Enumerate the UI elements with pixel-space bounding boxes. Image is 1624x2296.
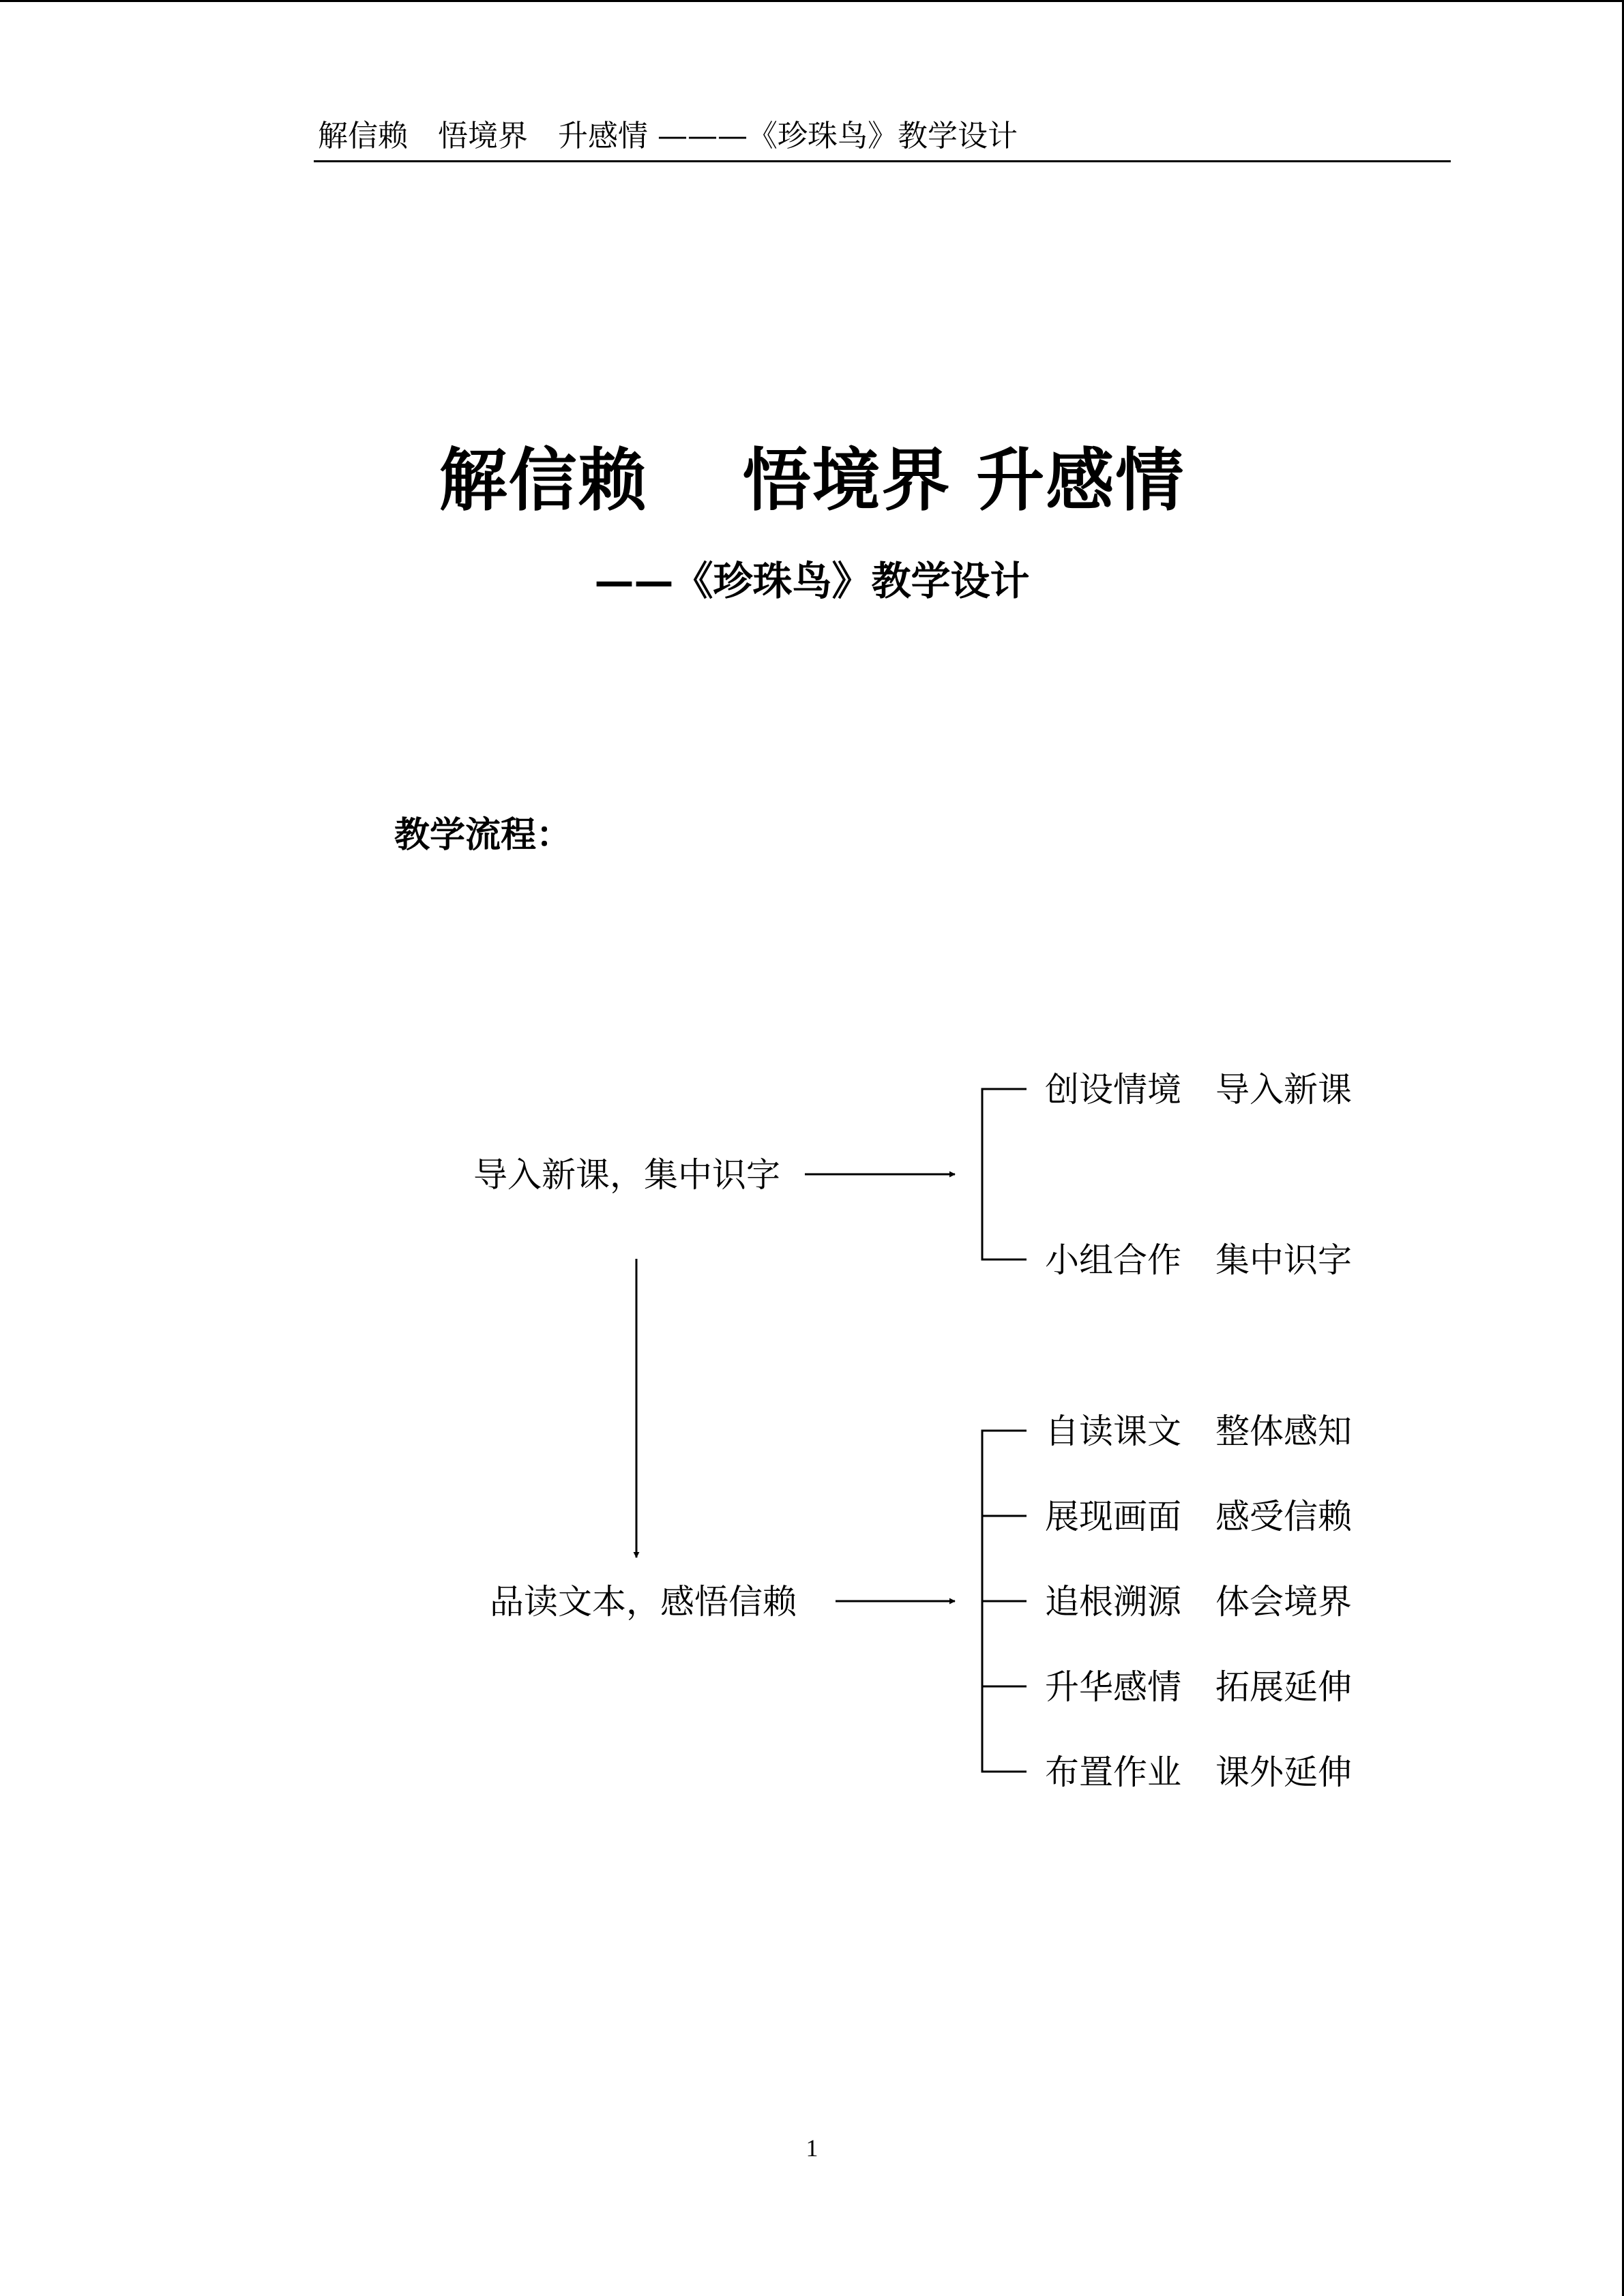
flow-bracket-step-1 <box>982 1089 1027 1259</box>
flow-step-1-label: 导入新课，集中识字 <box>473 1155 780 1195</box>
flow-step-2-branch-5: 布置作业 课外延伸 <box>1045 1753 1352 1792</box>
flow-step-2-branch-4: 升华感情 拓展延伸 <box>1045 1667 1352 1707</box>
document-title: 解信赖 悟境界 升感情 <box>439 441 1185 520</box>
flow-step-2-branch-2: 展现画面 感受信赖 <box>1045 1497 1352 1536</box>
flow-step-1-branch-1: 创设情境 导入新课 <box>1045 1070 1352 1109</box>
flow-step-2-label: 品读文本，感悟信赖 <box>490 1582 797 1622</box>
running-header: 解信赖 悟境界 升感情 ———《珍珠鸟》教学设计 <box>318 119 1018 153</box>
document-subtitle: ——《珍珠鸟》教学设计 <box>594 558 1030 604</box>
flow-step-1-branch-2: 小组合作 集中识字 <box>1045 1240 1352 1280</box>
section-label: 教学流程： <box>394 815 572 856</box>
page-number: 1 <box>806 2134 818 2162</box>
flow-step-2-branch-3: 追根溯源 体会境界 <box>1045 1582 1352 1622</box>
flow-step-2-branch-1: 自读课文 整体感知 <box>1045 1412 1352 1451</box>
